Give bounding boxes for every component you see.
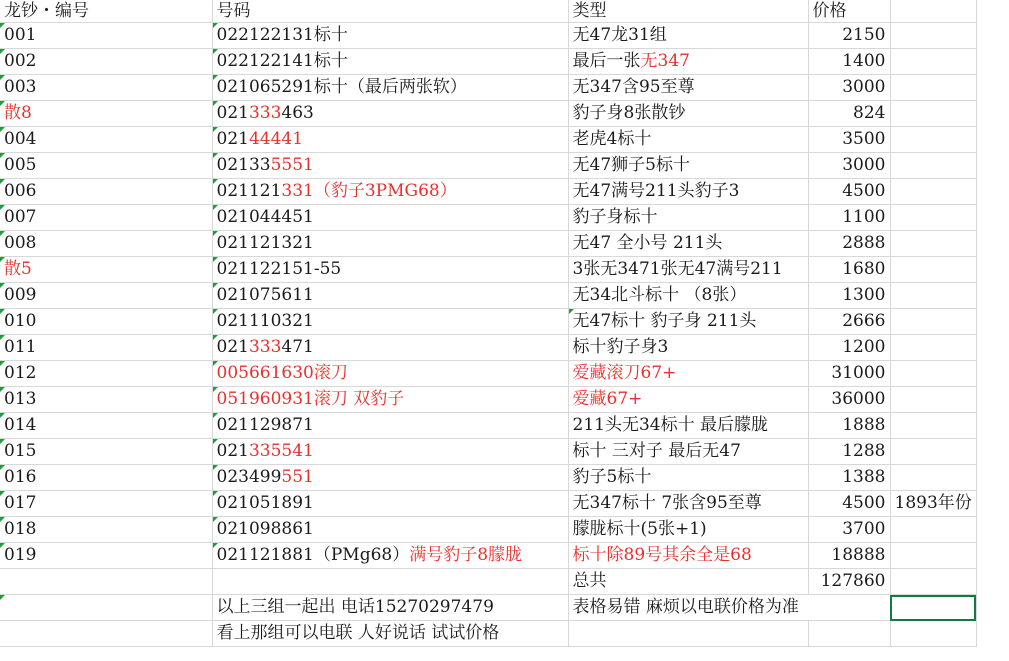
number-red-text: 051960931滚刀 双豹子 xyxy=(216,389,405,409)
price-text: 2666 xyxy=(842,311,886,331)
number-text: 023499 xyxy=(216,467,282,487)
table-row xyxy=(0,413,976,439)
cell-type[interactable] xyxy=(568,465,808,491)
table-row xyxy=(0,387,976,413)
number-text: 021121 xyxy=(216,181,282,201)
number-text: 021121321 xyxy=(216,233,314,253)
type-text: 无347含95至尊 xyxy=(572,77,695,97)
number-red-text: 满号豹子8朦胧 xyxy=(409,545,523,565)
type-text: 无47标十 豹子身 211头 xyxy=(572,311,757,331)
number-text: 021098861 xyxy=(216,519,314,539)
cell-price[interactable] xyxy=(808,517,890,543)
price-text: 1100 xyxy=(842,207,886,227)
cell-id[interactable] xyxy=(0,491,212,517)
cell-extra[interactable] xyxy=(890,153,976,179)
cell-price[interactable] xyxy=(808,283,890,309)
id-text: 散8 xyxy=(4,103,32,123)
cell-price[interactable] xyxy=(808,465,890,491)
price-text: 1888 xyxy=(842,415,886,435)
cell-type[interactable] xyxy=(568,127,808,153)
cell-extra[interactable] xyxy=(890,49,976,75)
type-text: 最后一张 xyxy=(572,51,641,71)
cell-extra[interactable] xyxy=(890,205,976,231)
type-text: 豹子身标十 xyxy=(572,207,658,227)
price-text: 824 xyxy=(853,103,886,123)
cell-type[interactable] xyxy=(568,413,808,439)
cell-number[interactable] xyxy=(212,231,568,257)
cell-note[interactable] xyxy=(212,595,568,621)
cell-id[interactable] xyxy=(0,335,212,361)
cell-type[interactable] xyxy=(568,309,808,335)
cell-id[interactable] xyxy=(0,101,212,127)
number-text: 021075611 xyxy=(216,285,314,305)
header-type[interactable]: 类型 xyxy=(568,0,808,23)
price-text: 4500 xyxy=(842,493,886,513)
cell-number[interactable] xyxy=(212,465,568,491)
cell-type[interactable] xyxy=(568,49,808,75)
cell-id[interactable] xyxy=(0,231,212,257)
type-red-text: 爱藏67+ xyxy=(572,389,643,409)
id-text: 005 xyxy=(4,155,37,175)
cell-extra[interactable] xyxy=(890,465,976,491)
cell-id[interactable] xyxy=(0,179,212,205)
cell-number[interactable] xyxy=(212,205,568,231)
cell-type[interactable] xyxy=(568,517,808,543)
cell-type[interactable] xyxy=(568,101,808,127)
number-tail-text: 463 xyxy=(281,103,314,123)
cell-price[interactable] xyxy=(808,439,890,465)
number-text: 021129871 xyxy=(216,415,314,435)
cell-id[interactable] xyxy=(0,413,212,439)
cell-price[interactable] xyxy=(808,205,890,231)
price-text: 3700 xyxy=(842,519,886,539)
price-text: 1200 xyxy=(842,337,886,357)
id-text: 019 xyxy=(4,545,37,565)
cell-id[interactable] xyxy=(0,205,212,231)
cell-price[interactable] xyxy=(808,361,890,387)
cell-id[interactable] xyxy=(0,439,212,465)
cell-price[interactable] xyxy=(808,413,890,439)
cell-id[interactable] xyxy=(0,465,212,491)
cell-extra[interactable] xyxy=(890,517,976,543)
cell-id[interactable] xyxy=(0,517,212,543)
cell-empty[interactable] xyxy=(0,569,212,595)
cell-id[interactable] xyxy=(0,153,212,179)
number-red-text: 5551 xyxy=(270,155,314,175)
table-row xyxy=(0,257,976,283)
cell-type[interactable] xyxy=(568,335,808,361)
number-red-text: 005661630滚刀 xyxy=(216,363,348,383)
cell-extra[interactable] xyxy=(890,179,976,205)
number-text: 021110321 xyxy=(216,311,314,331)
number-red-text: 331（豹子3PMG68） xyxy=(281,181,457,201)
cell-extra[interactable] xyxy=(890,439,976,465)
type-text: 无47狮子5标十 xyxy=(572,155,690,175)
cell-extra[interactable] xyxy=(890,283,976,309)
number-text: 021051891 xyxy=(216,493,314,513)
total-label: 总共 xyxy=(572,571,607,591)
cell-extra[interactable] xyxy=(890,387,976,413)
note-row xyxy=(0,621,976,647)
cell-number[interactable] xyxy=(212,153,568,179)
cell-type[interactable] xyxy=(568,491,808,517)
cell-price[interactable] xyxy=(808,127,890,153)
note-disclaimer: 表格易错 麻烦以电联价格为准 xyxy=(572,597,799,617)
note-row xyxy=(0,595,976,621)
table-row xyxy=(0,49,976,75)
cell-number[interactable] xyxy=(212,49,568,75)
cell-id[interactable] xyxy=(0,283,212,309)
id-text: 015 xyxy=(4,441,37,461)
selected-cell[interactable] xyxy=(890,595,976,621)
cell-number[interactable] xyxy=(212,101,568,127)
cell-extra[interactable] xyxy=(890,257,976,283)
cell-extra[interactable] xyxy=(890,309,976,335)
cell-number[interactable] xyxy=(212,309,568,335)
cell-price[interactable] xyxy=(808,153,890,179)
number-red-text: 333 xyxy=(248,337,282,357)
cell-number[interactable] xyxy=(212,283,568,309)
number-text: 021121881（PMg68） xyxy=(216,545,410,565)
type-text: 标十 三对子 最后无47 xyxy=(572,441,741,461)
cell-extra[interactable] xyxy=(890,23,976,49)
cell-id[interactable] xyxy=(0,361,212,387)
cell-number[interactable] xyxy=(212,491,568,517)
header-extra[interactable] xyxy=(890,0,976,23)
cell-empty[interactable] xyxy=(890,569,976,595)
id-text: 010 xyxy=(4,311,37,331)
id-text: 013 xyxy=(4,389,37,409)
cell-extra[interactable] xyxy=(890,231,976,257)
table-row xyxy=(0,543,976,569)
number-tail-text: 标十（最后两张软） xyxy=(313,77,467,97)
id-text: 008 xyxy=(4,233,37,253)
id-text: 009 xyxy=(4,285,37,305)
cell-type[interactable] xyxy=(568,361,808,387)
type-red-text: 无347 xyxy=(640,51,690,71)
price-text: 18888 xyxy=(831,545,886,565)
cell-price[interactable] xyxy=(808,101,890,127)
price-text: 36000 xyxy=(831,389,886,409)
price-text: 2888 xyxy=(842,233,886,253)
cell-price[interactable] xyxy=(808,257,890,283)
cell-type[interactable] xyxy=(568,387,808,413)
cell-type[interactable] xyxy=(568,205,808,231)
cell-id[interactable] xyxy=(0,127,212,153)
id-text: 散5 xyxy=(4,259,32,279)
cell-price[interactable] xyxy=(808,543,890,569)
price-text: 1288 xyxy=(842,441,886,461)
price-text: 3500 xyxy=(842,129,886,149)
id-text: 016 xyxy=(4,467,37,487)
number-text: 021065291 xyxy=(216,77,314,97)
type-text: 211头无34标十 最后朦胧 xyxy=(572,415,768,435)
id-text: 012 xyxy=(4,363,37,383)
price-text: 31000 xyxy=(831,363,886,383)
id-text: 007 xyxy=(4,207,37,227)
number-text: 022122131 xyxy=(216,25,314,45)
table-row xyxy=(0,23,976,49)
type-text: 豹子身8张散钞 xyxy=(572,103,686,123)
price-text: 1400 xyxy=(842,51,886,71)
cell-price[interactable] xyxy=(808,49,890,75)
cell-empty[interactable] xyxy=(568,621,808,647)
cell-empty[interactable] xyxy=(808,621,890,647)
table-row xyxy=(0,179,976,205)
number-tail-text: 标十 xyxy=(313,51,348,71)
id-text: 018 xyxy=(4,519,37,539)
total-row xyxy=(0,569,976,595)
table-row xyxy=(0,205,976,231)
cell-empty[interactable] xyxy=(0,595,212,621)
cell-total-label[interactable] xyxy=(568,569,808,595)
cell-number[interactable] xyxy=(212,75,568,101)
number-text: 022122141 xyxy=(216,51,314,71)
number-text: 021 xyxy=(216,441,249,461)
table-row xyxy=(0,517,976,543)
cell-number[interactable] xyxy=(212,413,568,439)
price-text: 4500 xyxy=(842,181,886,201)
number-tail-text: 标十 xyxy=(313,25,348,45)
note-contact: 以上三组一起出 电话15270297479 xyxy=(216,597,494,617)
type-red-text: 标十除89号其余全是68 xyxy=(572,545,752,565)
table-row xyxy=(0,439,976,465)
cell-number[interactable] xyxy=(212,127,568,153)
table-row xyxy=(0,335,976,361)
table-row xyxy=(0,101,976,127)
number-text: 02133 xyxy=(216,155,271,175)
cell-type[interactable] xyxy=(568,179,808,205)
number-text: 021044451 xyxy=(216,207,314,227)
cell-empty[interactable] xyxy=(212,569,568,595)
price-text: 3000 xyxy=(842,77,886,97)
cell-type[interactable] xyxy=(568,231,808,257)
price-text: 1388 xyxy=(842,467,886,487)
id-text: 004 xyxy=(4,129,37,149)
header-row xyxy=(0,0,976,23)
cell-number[interactable] xyxy=(212,439,568,465)
table-row xyxy=(0,465,976,491)
table-row xyxy=(0,231,976,257)
number-red-text: 333 xyxy=(248,103,282,123)
cell-number[interactable] xyxy=(212,543,568,569)
cell-note-right[interactable] xyxy=(568,595,890,621)
cell-empty[interactable] xyxy=(0,621,212,647)
cell-type[interactable] xyxy=(568,283,808,309)
id-text: 017 xyxy=(4,493,37,513)
cell-id[interactable] xyxy=(0,387,212,413)
cell-id[interactable] xyxy=(0,309,212,335)
number-text: 021 xyxy=(216,337,249,357)
number-red-text: 335541 xyxy=(248,441,314,461)
number-text: 021 xyxy=(216,103,249,123)
id-text: 011 xyxy=(4,337,37,357)
cell-id[interactable] xyxy=(0,49,212,75)
price-text: 3000 xyxy=(842,155,886,175)
cell-note[interactable] xyxy=(212,621,568,647)
cell-price[interactable] xyxy=(808,231,890,257)
cell-price[interactable] xyxy=(808,23,890,49)
table-row xyxy=(0,127,976,153)
type-text: 老虎4标十 xyxy=(572,129,652,149)
cell-extra[interactable] xyxy=(890,361,976,387)
cell-id[interactable] xyxy=(0,23,212,49)
id-text: 003 xyxy=(4,77,37,97)
table-row xyxy=(0,309,976,335)
type-text: 无47 全小号 211头 xyxy=(572,233,723,253)
cell-type[interactable] xyxy=(568,23,808,49)
id-text: 002 xyxy=(4,51,37,71)
cell-price[interactable] xyxy=(808,309,890,335)
number-text: 021 xyxy=(216,129,249,149)
cell-number[interactable] xyxy=(212,387,568,413)
cell-type[interactable] xyxy=(568,543,808,569)
id-text: 014 xyxy=(4,415,37,435)
number-red-text: 44441 xyxy=(248,129,304,149)
cell-number[interactable] xyxy=(212,179,568,205)
cell-extra[interactable] xyxy=(890,413,976,439)
cell-number[interactable] xyxy=(212,361,568,387)
price-text: 1680 xyxy=(842,259,886,279)
number-tail-text: 471 xyxy=(281,337,314,357)
type-text: 无347标十 7张含95至尊 xyxy=(572,493,762,513)
cell-extra[interactable] xyxy=(890,127,976,153)
header-id[interactable]: 龙钞・编号 xyxy=(0,0,212,23)
cell-number[interactable] xyxy=(212,335,568,361)
type-text: 标十豹子身3 xyxy=(572,337,669,357)
type-text: 无34北斗标十 （8张） xyxy=(572,285,747,305)
table-row xyxy=(0,361,976,387)
table-row xyxy=(0,75,976,101)
cell-price[interactable] xyxy=(808,387,890,413)
header-number[interactable]: 号码 xyxy=(212,0,568,23)
cell-price[interactable] xyxy=(808,179,890,205)
cell-number[interactable] xyxy=(212,23,568,49)
cell-number[interactable] xyxy=(212,517,568,543)
cell-number[interactable] xyxy=(212,257,568,283)
id-text: 001 xyxy=(4,25,37,45)
cell-id[interactable] xyxy=(0,75,212,101)
type-text: 无47龙31组 xyxy=(572,25,667,45)
cell-price[interactable] xyxy=(808,75,890,101)
cell-type[interactable] xyxy=(568,439,808,465)
note-invite: 看上那组可以电联 人好说话 试试价格 xyxy=(216,623,500,643)
cell-id[interactable] xyxy=(0,543,212,569)
cell-id[interactable] xyxy=(0,257,212,283)
cell-type[interactable] xyxy=(568,75,808,101)
total-value: 127860 xyxy=(820,571,886,591)
price-text: 1300 xyxy=(842,285,886,305)
table-row xyxy=(0,153,976,179)
cell-extra[interactable] xyxy=(890,75,976,101)
cell-empty[interactable] xyxy=(890,621,976,647)
type-text: 3张无3471张无47满号211 xyxy=(572,259,783,279)
extra-text: 1893年份 xyxy=(894,493,972,513)
cell-price[interactable] xyxy=(808,335,890,361)
number-red-text: 551 xyxy=(281,467,314,487)
type-red-text: 爱藏滚刀67+ xyxy=(572,363,677,383)
cell-extra[interactable] xyxy=(890,101,976,127)
table-row xyxy=(0,283,976,309)
number-text: 021122151-55 xyxy=(216,259,342,279)
cell-price[interactable] xyxy=(808,491,890,517)
cell-type[interactable] xyxy=(568,257,808,283)
price-text: 2150 xyxy=(842,25,886,45)
header-price[interactable]: 价格 xyxy=(808,0,890,23)
type-text: 豹子5标十 xyxy=(572,467,652,487)
cell-type[interactable] xyxy=(568,153,808,179)
id-text: 006 xyxy=(4,181,37,201)
cell-extra[interactable] xyxy=(890,335,976,361)
cell-extra[interactable] xyxy=(890,543,976,569)
type-text: 朦胧标十(5张+1) xyxy=(572,519,707,539)
type-text: 无47满号211头豹子3 xyxy=(572,181,740,201)
table-row xyxy=(0,491,976,517)
cell-extra[interactable] xyxy=(890,491,976,517)
cell-total-value[interactable] xyxy=(808,569,890,595)
